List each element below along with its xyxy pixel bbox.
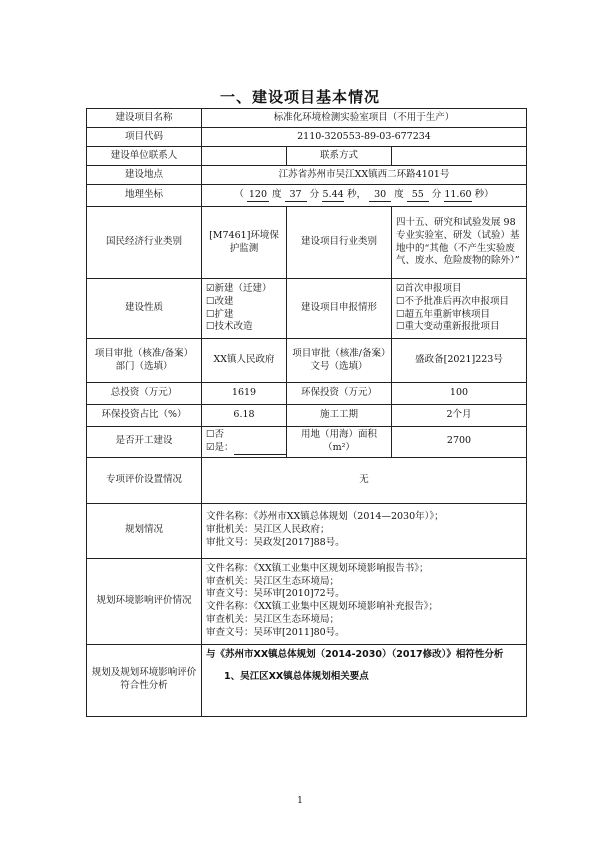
report-option-five-years[interactable]: ☐超五年重新审核项目 <box>396 308 491 320</box>
land-area-value: 2700 <box>392 427 527 458</box>
contact-value <box>202 147 287 166</box>
env-ratio-value: 6.18 <box>202 405 287 427</box>
min-unit: 分 <box>309 188 320 200</box>
nature-option-expand[interactable]: ☐扩建 <box>206 308 234 320</box>
industry-label: 国民经济行业类别 <box>87 207 202 279</box>
planning-authority: 审批机关：吴江区人民政府； <box>206 524 330 536</box>
plan-env-doc-1: 审查文号：吴环审[2010]72号。 <box>206 588 345 600</box>
planning-file-name: 文件名称：《苏州市XX镇总体规划（2014—2030年）》； <box>206 511 444 523</box>
construction-period-value: 2个月 <box>392 405 527 427</box>
planning-label: 规划情况 <box>87 503 202 558</box>
plan-env-file-2: 文件名称：《XX镇工业集中区规划环境影响补充报告》； <box>206 601 439 613</box>
env-investment-label: 环保投资（万元） <box>287 383 392 405</box>
started-options <box>202 427 287 458</box>
env-investment-value: 100 <box>392 383 527 405</box>
latitude-minutes: 55 <box>407 189 429 203</box>
conformity-content <box>202 644 527 716</box>
nature-label: 建设性质 <box>87 279 202 339</box>
deg-unit: 度 <box>394 188 404 200</box>
sec-unit-end: 秒） <box>474 188 494 200</box>
approval-dept-value: XX镇人民政府 <box>202 339 287 383</box>
project-code-value: 2110-320553-89-03-677234 <box>202 128 527 147</box>
contact-label: 建设单位联系人 <box>87 147 202 166</box>
latitude-degrees: 30 <box>369 189 391 203</box>
phone-value <box>392 147 527 166</box>
started-option-yes[interactable]: ☑是： <box>206 441 234 453</box>
report-option-resubmit[interactable]: ☐不予批准后再次申报项目 <box>396 295 510 307</box>
report-label: 建设项目申报情形 <box>287 279 392 339</box>
started-option-no[interactable]: ☐否 <box>206 429 225 440</box>
total-investment-value: 1619 <box>202 383 287 405</box>
approval-dept-label: 项目审批（核准/备案）部门（选填） <box>87 339 202 383</box>
nature-option-new[interactable]: ☑新建（迁建） <box>206 282 272 294</box>
coordinates-value <box>202 185 527 207</box>
planning-doc-number: 审批文号：吴政发[2017]88号。 <box>206 537 345 549</box>
started-label: 是否开工建设 <box>87 427 202 458</box>
nature-options <box>202 279 287 339</box>
planning-content <box>202 503 527 558</box>
conformity-subheading: 1、吴江区XX镇总体规划相关要点 <box>224 671 369 683</box>
industry-category-value: 四十五、研究和试验发展 98 专业实验室、研发（试验）基地中的“其他（不产生实验废气、废水、危险废物的除外）” <box>392 207 527 279</box>
special-eval-value: 无 <box>202 457 527 503</box>
plan-env-file-1: 文件名称：《XX镇工业集中区规划环境影响报告书》； <box>206 562 429 574</box>
industry-value: [M7461]环境保护监测 <box>202 207 287 279</box>
land-area-label: 用地（用海）面积（m²） <box>287 427 392 458</box>
report-option-major-change[interactable]: ☐重大变动重新报批项目 <box>396 321 500 333</box>
page-number: 1 <box>297 796 303 806</box>
conformity-label: 规划及规划环境影响评价符合性分析 <box>87 644 202 716</box>
approval-doc-value: 盛政备[2021]223号 <box>392 339 527 383</box>
page-title: 一、建设项目基本情况 <box>219 88 380 106</box>
industry-category-label: 建设项目行业类别 <box>287 207 392 279</box>
sec-unit: 秒， <box>347 188 367 200</box>
location-label: 建设地点 <box>87 166 202 185</box>
nature-option-tech[interactable]: ☐技术改造 <box>206 321 253 333</box>
project-code-label: 项目代码 <box>87 128 202 147</box>
coord-open-paren: （ <box>234 188 244 200</box>
report-option-first[interactable]: ☑首次申报项目 <box>396 282 462 294</box>
approval-doc-label: 项目审批（核准/备案）文号（选填） <box>287 339 392 383</box>
special-eval-label: 专项评价设置情况 <box>87 457 202 503</box>
plan-env-authority-2: 审查机关：吴江区生态环境局； <box>206 613 340 625</box>
plan-env-doc-2: 审查文号：吴环审[2011]80号。 <box>206 626 345 638</box>
total-investment-label: 总投资（万元） <box>87 383 202 405</box>
report-options <box>392 279 527 339</box>
plan-env-authority-1: 审查机关：吴江区生态环境局； <box>206 575 340 587</box>
longitude-seconds: 5.44 <box>322 189 344 203</box>
min-unit: 分 <box>431 188 442 200</box>
deg-unit: 度 <box>271 188 282 200</box>
conformity-heading: 与《苏州市XX镇总体规划（2014-2030）（2017修改）》相符性分析 <box>206 648 504 660</box>
longitude-degrees: 120 <box>247 189 269 203</box>
plan-env-content <box>202 558 527 644</box>
plan-env-label: 规划环境影响评价情况 <box>87 558 202 644</box>
construction-period-label: 施工工期 <box>287 405 392 427</box>
longitude-minutes: 37 <box>285 189 307 203</box>
env-ratio-label: 环保投资占比（%） <box>87 405 202 427</box>
nature-option-rebuild[interactable]: ☐改建 <box>206 295 234 307</box>
started-fill-line <box>234 445 287 455</box>
project-info-table <box>86 108 527 717</box>
phone-label: 联系方式 <box>287 147 392 166</box>
project-name-value: 标准化环境检测实验室项目（不用于生产） <box>202 109 527 128</box>
project-name-label: 建设项目名称 <box>87 109 202 128</box>
location-value: 江苏省苏州市吴江XX镇西二环路4101号 <box>202 166 527 185</box>
latitude-seconds: 11.60 <box>444 189 471 203</box>
coordinates-label: 地理坐标 <box>87 185 202 207</box>
